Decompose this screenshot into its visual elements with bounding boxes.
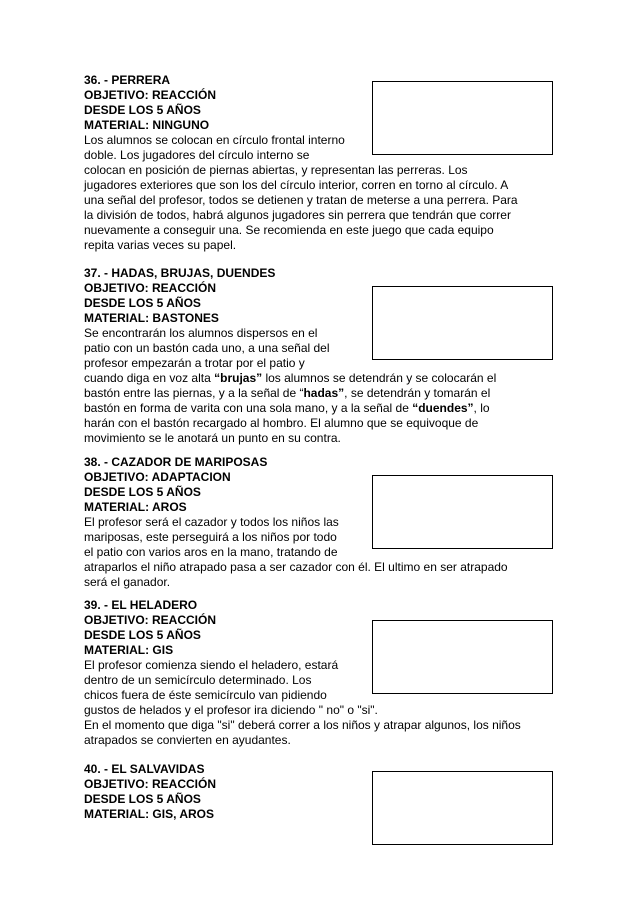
game-text-line: jugadores exteriores que son los del círculo interior, corren en torno al círculo. A	[84, 178, 509, 192]
game-objective: OBJETIVO: REACCIÓN	[84, 777, 217, 791]
game-text-line: Los alumnos se colocan en círculo frontal interno	[84, 133, 345, 147]
document-page	[84, 73, 556, 852]
game-entry-37	[84, 266, 556, 455]
game-text-line: bastón entre las piernas, y a la señal de “hadas”, se detendrán y tomarán el	[84, 386, 491, 400]
game-age: DESDE LOS 5 AÑOS	[84, 628, 201, 642]
game-age: DESDE LOS 5 AÑOS	[84, 103, 201, 117]
game-entry-40	[84, 762, 556, 852]
game-text-line: chicos fuera de éste semicírculo van pidiendo	[84, 688, 327, 702]
game-title: 38. - CAZADOR DE MARIPOSAS	[84, 455, 268, 469]
game-text-line: El profesor comienza siendo el heladero, estará	[84, 658, 339, 672]
game-age: DESDE LOS 5 AÑOS	[84, 792, 201, 806]
keyword-brujas: “brujas”	[214, 371, 263, 385]
game-text-line: cuando diga en voz alta “brujas” los alumnos se detendrán y se colocarán el	[84, 371, 497, 385]
game-text-line: será el ganador.	[84, 575, 171, 589]
game-text-line: gustos de helados y el profesor ira diciendo " no" o "si".	[84, 703, 378, 717]
game-text-line: la división de todos, habrá algunos jugadores sin perrera que tendrán que correr	[84, 208, 511, 222]
game-objective: OBJETIVO: ADAPTACION	[84, 470, 231, 484]
game-image-placeholder	[372, 620, 553, 694]
game-text-line: dentro de un semicírculo determinado. Los	[84, 673, 312, 687]
game-text-line: movimiento se le anotará un punto en su contra.	[84, 431, 341, 445]
game-material: MATERIAL: GIS, AROS	[84, 807, 214, 821]
game-entry-39	[84, 598, 556, 762]
game-text-line: atrapados se convierten en ayudantes.	[84, 733, 291, 747]
game-text-line: Se encontrarán los alumnos dispersos en el	[84, 326, 318, 340]
game-entry-38	[84, 455, 556, 598]
game-objective: OBJETIVO: REACCIÓN	[84, 88, 217, 102]
game-title: 37. - HADAS, BRUJAS, DUENDES	[84, 266, 276, 280]
game-entry-36	[84, 73, 556, 266]
game-text-line: El profesor será el cazador y todos los niños las	[84, 515, 339, 529]
game-text-line: una señal del profesor, todos se detienen y tratan de meterse a una perrera. Para	[84, 193, 518, 207]
game-material: MATERIAL: AROS	[84, 500, 187, 514]
game-text-line: colocan en posición de piernas abiertas, y representan las perreras. Los	[84, 163, 468, 177]
game-objective: OBJETIVO: REACCIÓN	[84, 281, 217, 295]
game-image-placeholder	[372, 771, 553, 845]
game-text-line: bastón en forma de varita con una sola mano, y a la señal de “duendes”, lo	[84, 401, 490, 415]
game-text-line: mariposas, este perseguirá a los niños por todo	[84, 530, 337, 544]
game-age: DESDE LOS 5 AÑOS	[84, 485, 201, 499]
game-text-line: patio con un bastón cada uno, a una señal del	[84, 341, 330, 355]
game-image-placeholder	[372, 286, 553, 360]
game-title: 39. - EL HELADERO	[84, 598, 198, 612]
game-material: MATERIAL: NINGUNO	[84, 118, 210, 132]
game-text-line: profesor empezarán a trotar por el patio y	[84, 356, 305, 370]
game-age: DESDE LOS 5 AÑOS	[84, 296, 201, 310]
keyword-duendes: “duendes”	[412, 401, 474, 415]
game-image-placeholder	[372, 81, 553, 155]
game-text-line: En el momento que diga "si" deberá correr a los niños y atrapar algunos, los niños	[84, 718, 521, 732]
game-text-line: nuevamente a conseguir una. Se recomienda en este juego que cada equipo	[84, 223, 494, 237]
game-text-line: repita varias veces su papel.	[84, 238, 237, 252]
game-objective: OBJETIVO: REACCIÓN	[84, 613, 217, 627]
game-text-line: el patio con varios aros en la mano, tratando de	[84, 545, 338, 559]
game-title: 36. - PERRERA	[84, 73, 171, 87]
keyword-hadas: hadas”	[303, 386, 345, 400]
game-text-line: doble. Los jugadores del círculo interno se	[84, 148, 310, 162]
game-image-placeholder	[372, 475, 553, 549]
game-material: MATERIAL: BASTONES	[84, 311, 219, 325]
game-text-line: atraparlos el niño atrapado pasa a ser cazador con él. El ultimo en ser atrapado	[84, 560, 508, 574]
game-text-line: harán con el bastón recargado al hombro. El alumno que se equivoque de	[84, 416, 479, 430]
game-material: MATERIAL: GIS	[84, 643, 174, 657]
game-title: 40. - EL SALVAVIDAS	[84, 762, 205, 776]
